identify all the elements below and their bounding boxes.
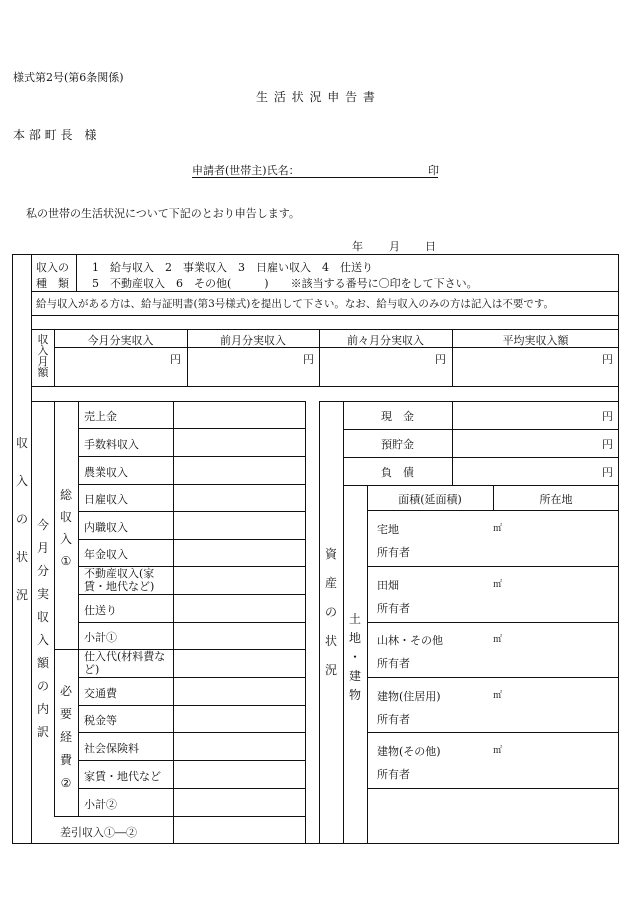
expense-item-insurance: 社会保険料 — [84, 742, 139, 755]
salary-notice: 給与収入がある方は、給与証明書(第3号様式)を提出して下さい。なお、給与収入のみの方は記入は不要です。 — [36, 298, 555, 310]
header-two-months-ago: 前々月分実収入 — [347, 334, 424, 347]
header-last-month: 前月分実収入 — [220, 334, 286, 347]
applicant-name-underline[interactable] — [192, 177, 438, 178]
expense-item-materials: 仕入代(材料費など) — [84, 650, 166, 676]
asset-savings: 預貯金 — [381, 438, 414, 451]
gross-item-real-estate: 不動産収入(家賃・地代など) — [84, 567, 155, 593]
side-label: 収 入 の 状 況 — [15, 436, 28, 602]
header-area: 面積(延面積) — [398, 493, 462, 506]
asset-debt: 負 債 — [381, 466, 414, 479]
building-other: 建物(その他) — [377, 745, 441, 758]
document-title: 生 活 状 況 申 告 書 — [256, 90, 376, 104]
gross-item-farming: 農業収入 — [84, 466, 128, 479]
asset-cash: 現 金 — [381, 410, 414, 423]
expense-subtotal: 小計② — [84, 798, 117, 811]
building-residential: 建物(住居用) — [377, 690, 441, 703]
yen-two-months-ago: 円 — [435, 353, 446, 366]
net-income-label: 差引収入①―② — [60, 826, 137, 839]
gross-item-allowance: 仕送り — [84, 604, 117, 617]
yen-last-month: 円 — [303, 353, 314, 366]
header-location: 所在地 — [539, 493, 573, 506]
gross-income-label: 総 収 入 ① — [59, 488, 72, 568]
land-forest-other: 山林・その他 — [377, 634, 443, 647]
header-this-month: 今月分実収入 — [87, 334, 154, 347]
yen-average: 円 — [602, 353, 613, 366]
date-year: 年 — [352, 240, 363, 253]
expense-label: 必 要 経 費 ② — [59, 684, 72, 790]
land-farmland: 田畑 — [377, 579, 399, 592]
gross-subtotal: 小計① — [84, 631, 117, 644]
income-type-options-1[interactable]: 1 給与収入 2 事業収入 3 日雇い収入 4 仕送り — [92, 261, 373, 274]
income-type-label-1: 収入の — [36, 261, 69, 274]
gross-item-sales: 売上金 — [84, 410, 117, 423]
header-average: 平均実収入額 — [502, 334, 569, 347]
income-type-options-2[interactable]: 5 不動産収入 6 その他( ) ※該当する番号に〇印をして下さい。 — [92, 277, 478, 290]
date-day: 日 — [425, 240, 436, 253]
expense-item-taxes: 税金等 — [84, 714, 117, 727]
date-month: 月 — [389, 240, 400, 253]
asset-label: 資 産 の 状 況 — [324, 547, 337, 677]
gross-item-daily-labor: 日雇収入 — [84, 493, 128, 506]
expense-item-rent: 家賃・地代など — [84, 770, 161, 783]
gross-item-commission: 手数料収入 — [84, 438, 139, 451]
gross-item-home-work: 内職収入 — [84, 521, 128, 534]
land-building-label: 土 地 ・ 建 物 — [348, 612, 361, 702]
income-type-label-2: 種 類 — [36, 277, 69, 290]
expense-item-transport: 交通費 — [84, 687, 117, 700]
gross-item-pension: 年金収入 — [84, 548, 128, 561]
applicant-label: 申請者(世帯主)氏名： — [192, 164, 300, 177]
yen-this-month: 円 — [170, 353, 181, 366]
land-residential: 宅地 — [377, 523, 399, 536]
breakdown-label: 今 月 分 実 収 入 額 の 内 訳 — [36, 518, 49, 739]
monthly-label: 収 入 月 額 — [37, 333, 49, 379]
intro-text: 私の世帯の生活状況について下記のとおり申告します。 — [26, 207, 300, 220]
seal-mark: 印 — [428, 164, 439, 177]
form-number: 様式第2号(第6条関係) — [13, 71, 124, 84]
addressee: 本 部 町 長 様 — [13, 128, 97, 142]
